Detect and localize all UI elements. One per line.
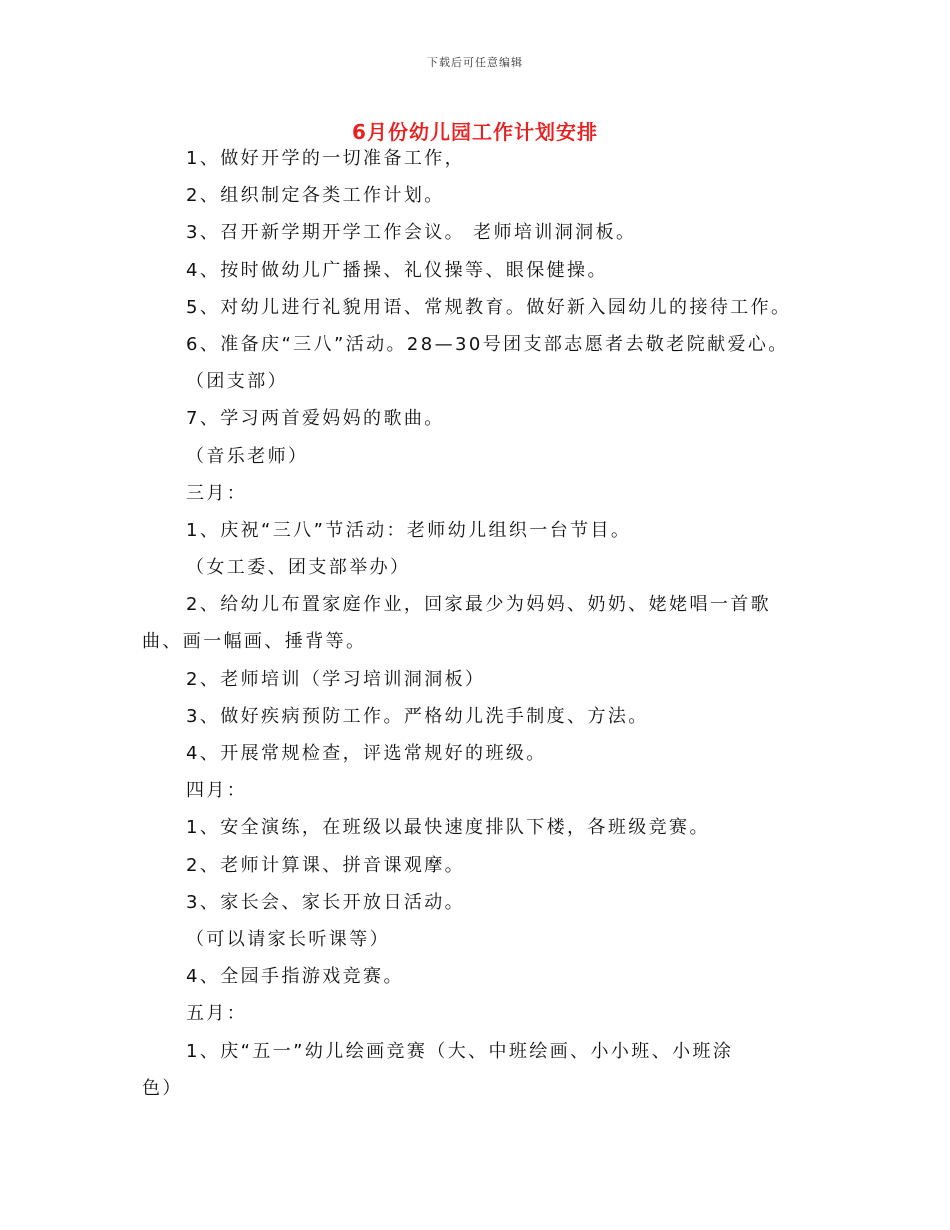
text-line: 3、召开新学期开学工作会议。 老师培训洞洞板。	[186, 222, 637, 244]
text-line: （女工委、团支部举办）	[186, 557, 411, 579]
text-line: 2、给幼儿布置家庭作业，回家最少为妈妈、奶奶、姥姥唱一首歌	[186, 594, 772, 616]
text-line: 曲、画一幅画、捶背等。	[142, 631, 367, 653]
text-line: 2、老师培训（学习培训洞洞板）	[186, 668, 486, 690]
text-line: （可以请家长听课等）	[186, 928, 390, 950]
text-line: （音乐老师）	[186, 445, 309, 467]
page-header: 下载后可任意编辑	[427, 56, 523, 69]
document-title: 6月份幼儿园工作计划安排	[352, 120, 598, 144]
section-heading: 四月：	[186, 780, 248, 802]
text-line: 色）	[142, 1077, 183, 1099]
text-line: 2、组织制定各类工作计划。	[186, 185, 445, 207]
text-line: 1、庆祝“三八”节活动：老师幼儿组织一台节目。	[186, 519, 632, 541]
text-line: 7、学习两首爱妈妈的歌曲。	[186, 408, 445, 430]
text-line: 1、做好开学的一切准备工作，	[186, 148, 466, 169]
text-line: 1、庆“五一”幼儿绘画竞赛（大、中班绘画、小小班、小班涂	[186, 1040, 734, 1062]
section-heading: 三月：	[186, 482, 248, 504]
text-line: 4、全园手指游戏竞赛。	[186, 966, 404, 988]
text-line: 4、按时做幼儿广播操、礼仪操等、眼保健操。	[186, 259, 608, 281]
text-line: 2、老师计算课、拼音课观摩。	[186, 854, 466, 876]
text-line: 6、准备庆“三八”活动。28—30号团支部志愿者去敬老院献爱心。	[186, 333, 789, 355]
text-line: 5、对幼儿进行礼貌用语、常规教育。做好新入园幼儿的接待工作。	[186, 296, 792, 318]
text-line: 4、开展常规检查，评选常规好的班级。	[186, 743, 547, 764]
document-body	[142, 140, 842, 1107]
text-line: 1、安全演练，在班级以最快速度排队下楼，各班级竞赛。	[186, 817, 710, 839]
section-heading: 五月：	[186, 1003, 248, 1025]
text-line: 3、家长会、家长开放日活动。	[186, 891, 466, 913]
text-line: 3、做好疾病预防工作。严格幼儿洗手制度、方法。	[186, 705, 649, 727]
text-line: （团支部）	[186, 371, 288, 393]
